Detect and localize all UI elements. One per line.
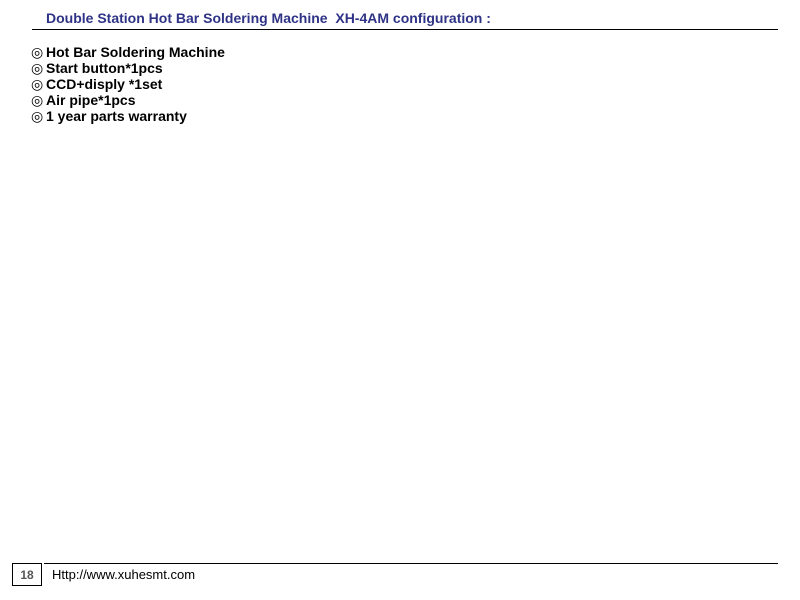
configuration-list bbox=[31, 44, 225, 124]
footer-divider bbox=[44, 563, 778, 564]
bullet-icon: ◎ bbox=[31, 76, 44, 92]
list-item-label: Air pipe*1pcs bbox=[46, 92, 136, 108]
footer-url: Http://www.xuhesmt.com bbox=[52, 567, 196, 582]
list-item bbox=[31, 92, 225, 108]
bullet-icon: ◎ bbox=[31, 60, 44, 76]
bullet-icon: ◎ bbox=[31, 44, 44, 60]
list-item bbox=[31, 44, 225, 60]
list-item bbox=[31, 60, 225, 76]
list-item-label: Hot Bar Soldering Machine bbox=[46, 44, 225, 60]
title-divider bbox=[32, 29, 778, 30]
bullet-icon: ◎ bbox=[31, 92, 44, 108]
list-item bbox=[31, 108, 225, 124]
list-item bbox=[31, 76, 225, 92]
list-item-label: Start button*1pcs bbox=[46, 60, 163, 76]
list-item-label: CCD+disply *1set bbox=[46, 76, 163, 92]
page-title: Double Station Hot Bar Soldering Machine XH-4AM configuration : bbox=[46, 10, 491, 26]
bullet-icon: ◎ bbox=[31, 108, 44, 124]
list-item-label: 1 year parts warranty bbox=[46, 108, 187, 124]
page-number: 18 bbox=[12, 563, 42, 586]
